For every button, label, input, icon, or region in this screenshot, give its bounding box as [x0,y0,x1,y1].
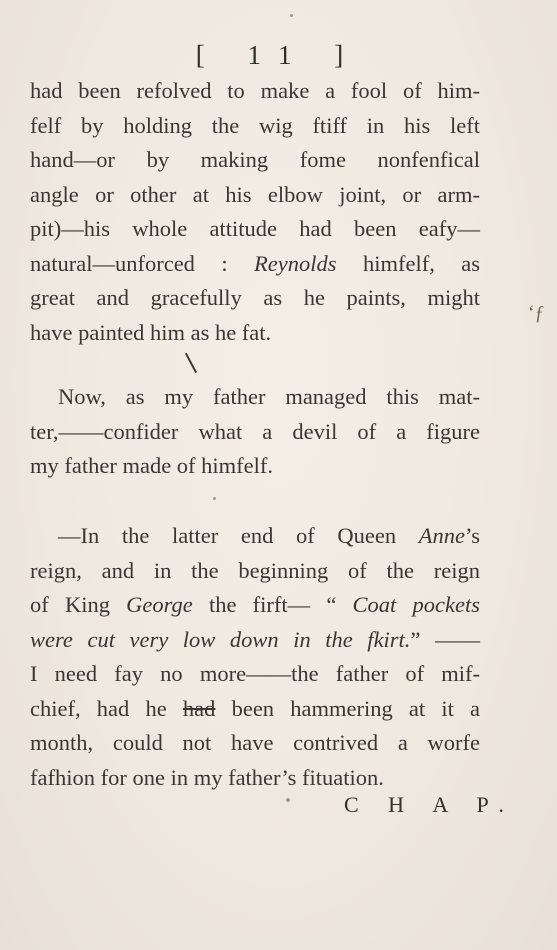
text-run: Now, as my father managed this mat- [58,384,480,409]
text-line [30,623,480,658]
paragraph-2 [30,380,480,484]
text-run: hand—or by making fome nonfenfical [30,147,480,172]
text-line [30,449,480,484]
text-run: ’s [464,523,480,548]
text-line [30,316,480,351]
text-run: have painted him as he fat. [30,319,272,345]
text-run: pit)—his whole attitude had been eafy— [30,216,480,241]
text-run: ter,——confider what a devil of a figure [30,418,480,444]
italic-text: Reynolds [254,250,337,276]
text-run: himfelf, as [336,250,480,276]
ink-stroke-mark [185,353,197,373]
text-run: —In the latter end of Queen [58,523,419,548]
ink-speck [286,798,290,802]
ink-speck [290,14,293,17]
text-line [30,212,480,247]
text-line [30,519,480,554]
text-run: of King [30,592,127,617]
text-line [30,247,480,282]
text-line [30,380,480,415]
text-run: been hammering at it a [215,695,480,721]
text-run: great and gracefully as he paints, might [30,285,480,310]
paragraph-1 [30,74,480,350]
text-line [30,726,480,761]
text-line [30,178,480,213]
italic-text: Anne [418,523,465,548]
text-run: fafhion for one in my father’s fituation. [30,764,384,790]
italic-text: Coat pockets [352,592,480,617]
text-run: chief, had he [30,695,183,721]
italic-text: George [126,592,193,617]
text-line [30,657,480,692]
text-run: had been refolved to make a fool of him- [30,78,480,103]
ink-speck [213,497,216,500]
text-run: ” —— [410,626,480,652]
text-run: felf by holding the wig ftiff in his left [30,112,480,138]
text-line [30,415,480,450]
text-line [30,588,480,623]
text-run: my father made of himfelf. [30,453,274,478]
text-line [30,761,480,796]
text-line [30,281,480,316]
text-line [30,554,480,589]
struck-text: had [182,695,216,721]
text-run: I need fay no more——the father of mif- [30,661,480,686]
text-line [30,74,480,109]
text-run: natural—unforced : [30,250,255,276]
text-run: the firft— “ [192,592,353,617]
text-line [30,109,480,144]
text-line [30,692,480,727]
margin-annotation-mark: ʻƒ [528,302,545,324]
page-number: [ 11 ] [195,40,362,70]
text-run: reign, and in the beginning of the reign [30,557,480,583]
text-line [30,143,480,178]
text-run: angle or other at his elbow joint, or arm- [30,181,480,207]
italic-text: were cut very low down in the fkirt. [30,626,411,652]
paragraph-3 [30,519,480,795]
catchword: C H A P. [344,792,516,817]
text-run: month, could not have contrived a worfe [30,730,480,755]
